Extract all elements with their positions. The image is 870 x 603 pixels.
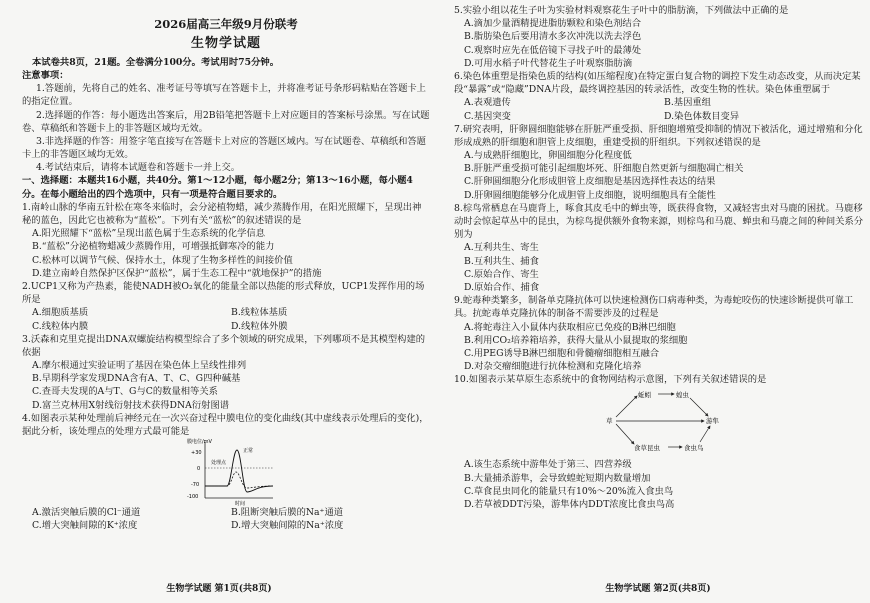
q5-option-c: C.观察时应先在低倍镜下寻找子叶的最薄处 [464, 44, 642, 56]
exam-info: 本试卷共8页，21题。全卷满分100分。考试用时75分钟。 [32, 56, 279, 68]
fig1-xlabel: 时间 [235, 501, 246, 507]
q10-option-b: B.大量捕杀游隼，会导致蝗蛇短期内数量增加 [464, 472, 651, 484]
q5-option-d: D.可用水稻子叶代替花生子叶观察脂肪滴 [464, 57, 633, 69]
q2-option-d: D.线粒体外膜 [231, 320, 288, 332]
page-2-footer: 生物学试题 第2页(共8页) [605, 584, 711, 595]
node-earthworm: 蚯蚓 [638, 391, 651, 400]
q1-option-d: D.建立南岭自然保护区保护“蓝松”，属于生态工程中“就地保护”的措施 [32, 267, 322, 279]
q10-option-c: C.草食昆虫同化的能量只有10%～20%流入食虫鸟 [464, 485, 674, 497]
q7-option-c: C.肝卵圆细胞分化形成胆管上皮细胞是基因选择性表达的结果 [464, 176, 716, 188]
q10-option-d: D.若草被DDT污染，游隼体内DDT浓度比食虫鸟高 [464, 499, 675, 510]
fig1-ylabel: 膜电位/mV [187, 439, 212, 446]
exam-subtitle: 生物学试题 [190, 36, 261, 52]
q9-option-c: C.用PEG诱导B淋巴细胞和骨髓瘤细胞相互融合 [464, 347, 660, 359]
q7-option-d: D.肝卵圆细胞能够分化成胆管上皮细胞，说明细胞具有全能性 [464, 189, 716, 201]
membrane-potential-graph [187, 438, 277, 506]
q2-option-c: C.线粒体内膜 [32, 320, 89, 332]
note-4: 4.考试结束后，请将本试题卷和答题卡一并上交。 [35, 162, 241, 174]
page-2 [446, 0, 870, 603]
q3-option-c: C.查哥夫发现的A与T、G与C的数量相等关系 [32, 386, 218, 398]
food-web-diagram [604, 386, 734, 458]
q3-option-d: D.富兰克林用X射线衍射技术获得DNA衍射图谱 [32, 399, 230, 411]
q2-options-row-1 [22, 306, 430, 319]
q6-option-d: D.染色体数目变异 [664, 110, 740, 122]
q1-option-c: C.松林可以调节气候、保持水土，体现了生物多样性的间接价值 [32, 254, 293, 266]
q5-option-b: B.脂肪染色后要用清水多次冲洗以洗去浮色 [464, 31, 642, 43]
note-2: 2.选择题的作答：每小题选出答案后，用2B铅笔把答题卡上对应题目的答案标号涂黑。写在试题卷、草稿纸和答题卡上的非答题区域均无效。 [22, 109, 430, 134]
q6-option-a: A.表观遗传 [464, 97, 511, 109]
q3-option-b: B.早期科学家发现DNA含有A、T、C、G四种碱基 [32, 373, 241, 385]
q8-option-b: B.互利共生、捕食 [464, 255, 539, 267]
q9-option-b: B.利用CO₂培养箱培养，获得大量从小鼠提取的浆细胞 [464, 334, 688, 346]
food-web-figure [604, 386, 734, 458]
q4-options-row-1 [22, 506, 430, 519]
q8-option-c: C.原始合作、寄生 [464, 268, 539, 280]
q7-option-b: B.肝脏严重受损可能引起细胞坏死、肝细胞自然更新与细胞凋亡相关 [464, 163, 744, 175]
question-10-stem: 10.如图表示某草原生态系统中的食物网结构示意图，下列有关叙述错误的是 [454, 374, 767, 386]
q2-option-b: B.线粒体基质 [231, 307, 288, 319]
fig1-label-treatment: 处理点 [211, 460, 227, 467]
q5-option-a: A.滴加少量酒精提进脂肪颗粒和染色剂结合 [464, 18, 642, 30]
fig1-tick-30: +30 [191, 450, 202, 457]
question-4-stem: 4.如图表示某种处理前后神经元在一次兴奋过程中膜电位的变化曲线(其中虚线表示处理后的变化)，据此分析，该处理点的处理方式最可能是 [22, 412, 429, 438]
q9-option-d: D.对杂交瘤细胞进行抗体检测和克隆化培养 [464, 361, 642, 373]
q4-option-d: D.增大突触间隙的Na⁺浓度 [231, 520, 344, 532]
fig1-tick-70: -70 [191, 482, 200, 489]
q4-options-row-2 [22, 519, 430, 532]
note-3: 3.非选择题的作答：用签字笔直接写在答题卡上对应的答题区域内。写在试题卷、草稿纸和答题卡上的非答题区域均无效。 [22, 135, 426, 161]
q8-option-d: D.原始合作、捕食 [464, 281, 540, 293]
section-heading: 一、选择题：本题共16小题，共40分。第1～12小题，每小题2分；第13～16小题，每小题4分。在每小题给出的四个选项中，只有一项是符合题目要求的。 [22, 175, 413, 200]
fig1-tick-0: 0 [197, 466, 201, 473]
q2-option-a: A.细胞质基质 [32, 307, 89, 319]
q3-option-a: A.摩尔根通过实验证明了基因在染色体上呈线性排列 [32, 360, 247, 372]
q6-options-row-2 [454, 110, 864, 123]
q4-option-b: B.阻断突触后膜的Na⁺通道 [231, 507, 344, 519]
node-herbivore-insect: 食草昆虫 [634, 444, 660, 453]
note-1: 1.答题前，先将自己的姓名、准考证号等填写在答题卡上，并将准考证号条形码粘贴在答题卡上的指定位置。 [22, 83, 426, 108]
node-insectivore-bird: 食虫鸟 [684, 444, 704, 453]
q4-option-a: A.激活突触后膜的Cl⁻通道 [32, 507, 141, 519]
node-locust: 蝗虫 [676, 391, 689, 400]
q4-option-c: C.增大突触间隙的K⁺浓度 [32, 520, 138, 532]
fig1-tick-100: -100 [187, 494, 199, 501]
q2-options-row-2 [22, 320, 430, 333]
q6-options-row-1 [454, 96, 864, 109]
question-6-stem: 6.染色体重塑是指染色质的结构(如压缩程度)在特定蛋白复合物的调控下发生动态改变，从而决定某段“暴露”或“隐藏”DNA片段，最终调控基因的转录活性，改变生物的性状。染色体重塑属于 [454, 70, 861, 96]
question-7-stem: 7.研究表明，肝卵圆细胞能够在肝脏严重受损、肝细胞增殖受抑制的情况下被活化，通过增殖和分化形成成熟的肝细胞和胆管上皮细胞，重建受损的肝组织。下列叙述错误的是 [454, 123, 863, 148]
q10-option-a: A.该生态系统中游隼处于第三、四营养级 [464, 459, 632, 471]
exam-title: 2026届高三年级9月份联考 [154, 17, 298, 31]
notes-heading: 注意事项： [22, 69, 69, 81]
question-9-stem: 9.蛇毒种类繁多，制备单克隆抗体可以快速检测伤口病毒种类，为毒蛇咬伤的快速诊断提供可靠工具。抗蛇毒单克隆抗体的制备不需要涉及的过程是 [454, 295, 854, 320]
q6-option-b: B.基因重组 [664, 97, 711, 109]
question-2-stem: 2.UCP1又称为产热素，能使NADH被O₂氧化的能量全部以热能的形式释放，UCP1发挥作用的场所是 [22, 280, 425, 306]
node-grass: 草 [606, 417, 613, 426]
page-1-footer: 生物学试题 第1页(共8页) [166, 584, 272, 595]
q7-option-a: A.与成熟肝细胞比，卵圆细胞分化程度低 [464, 150, 632, 162]
q1-option-a: A.阳光照耀下“蓝松”呈现出蓝色属于生态系统的化学信息 [32, 228, 266, 240]
question-3-stem: 3.沃森和克里克提出DNA双螺旋结构模型综合了多个领域的研究成果，下列哪项不是其模型构建的依据 [22, 333, 426, 358]
question-8-stem: 8.棕鸟常栖息在马鹿背上，啄食其皮毛中的蝉虫等，既获得食物，又减轻害虫对马鹿的困扰。马鹿移动时会惊起草丛中的昆虫，为棕鸟提供额外食物来源，则棕鸟和马鹿、蝉虫和马鹿之间的种间关系分别为 [454, 202, 864, 241]
question-1-stem: 1.南岭山脉的华南五针松在寒冬来临时，会分泌植物蜡，减少蒸腾作用，在阳光照耀下，呈现出神秘的蓝色，因此它也被称为“蓝松”。下列有关“蓝松”的叙述错误的是 [22, 201, 422, 227]
fig1-label-normal: 正常 [243, 448, 254, 455]
node-falcon: 游隼 [706, 417, 719, 426]
q8-option-a: A.互利共生、寄生 [464, 242, 539, 254]
q1-option-b: B.“蓝松”分泌植物蜡减少蒸腾作用，可增强抵御寒冷的能力 [32, 241, 275, 253]
q6-option-c: C.基因突变 [464, 110, 511, 122]
q9-option-a: A.将蛇毒注入小鼠体内获取相应已免疫的B淋巴细胞 [464, 321, 676, 333]
membrane-potential-figure [187, 438, 277, 506]
question-5-stem: 5.实验小组以花生子叶为实验材料观察花生子叶中的脂肪滴，下列做法中正确的是 [454, 5, 789, 16]
